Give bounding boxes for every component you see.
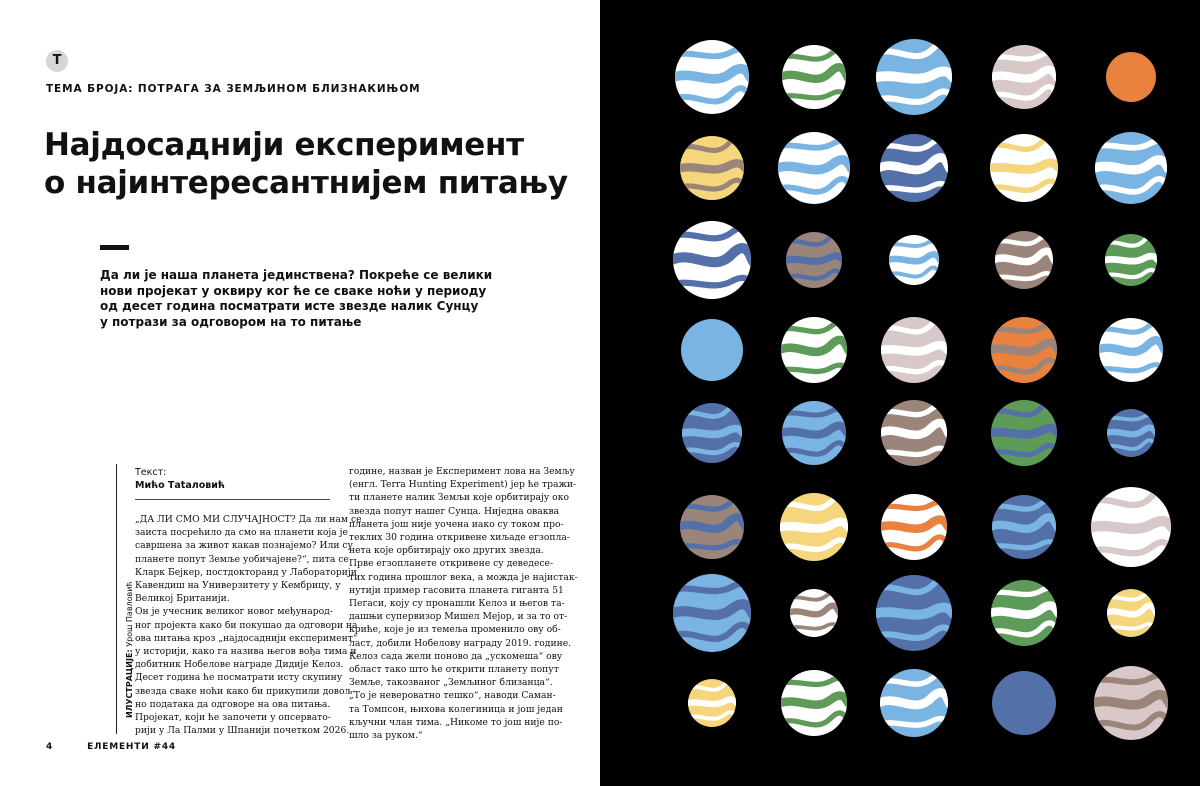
lede-line: од десет година посматрати исте звезде налик Сунцу xyxy=(100,299,479,313)
illustration-credit-label: ИЛУСТРАЦИЈЕ: xyxy=(125,649,134,718)
body-line: Келоз сада жели поново да „ускомеша“ ову xyxy=(349,650,563,662)
illustration-credit-name: Урош Павловић xyxy=(125,581,134,647)
body-line: у историји, како га назива његов вођа тима и xyxy=(135,646,357,658)
planet xyxy=(988,495,1060,559)
right-page-illustration xyxy=(600,0,1200,786)
planet xyxy=(778,401,850,465)
body-line: ти планете налик Земљи које орбитирају око xyxy=(349,492,569,504)
planets-illustration xyxy=(600,0,1200,786)
lede-line: нови пројекат у оквиру ког ће се сваке ноћи у периоду xyxy=(100,283,487,298)
body-line: звезда попут нашег Сунца. Ниједна оваква xyxy=(349,505,560,517)
lede-rule xyxy=(100,245,129,250)
folio xyxy=(46,742,176,752)
headline xyxy=(44,126,568,202)
body-line: криће, које је из темеља променило ову об- xyxy=(349,624,561,636)
headline-line: о најинтересантнијем питању xyxy=(44,165,568,201)
body-line: нета које орбитирају око других звезда. xyxy=(349,545,544,557)
planet xyxy=(877,400,951,466)
planet xyxy=(777,670,851,736)
body-line: рији у Ла Палми у Шпанији почетком 2026. xyxy=(135,725,350,737)
planet xyxy=(1101,234,1161,286)
body-line: ласт, добили Нобелову награду 2019. године. xyxy=(349,637,572,649)
body-line: године, назван је Експеримент лова на Земљу xyxy=(349,466,575,477)
planet xyxy=(1106,52,1156,102)
planet xyxy=(987,400,1061,466)
body-line: Великој Британији. xyxy=(135,593,230,605)
body-line: Десет година ће посматрати исту скупину xyxy=(135,672,343,684)
body-line: нутији пример гасовита планета гиганта 51 xyxy=(349,584,564,596)
body-line: (енгл. Terra Hunting Experiment) јер ће тражи- xyxy=(349,479,577,491)
body-line: теклих 30 година откривене хиљаде егзопла- xyxy=(349,532,570,544)
author-label: Текст: xyxy=(135,467,167,478)
body-line: Прве егзопланете откривене су деведесе- xyxy=(349,558,554,570)
column-divider xyxy=(116,464,117,734)
planet xyxy=(1090,666,1172,740)
author-name: Мићо Тataловић xyxy=(135,480,225,491)
planet xyxy=(987,317,1061,383)
planet xyxy=(876,669,952,737)
body-line: Земље, такозваног „Земљиног близанца“. xyxy=(349,677,553,689)
planet xyxy=(678,403,746,463)
body-line: звезда сваке ноћи како би прикупили довољ- xyxy=(135,685,356,697)
headline-line: Најдосаднији експеримент xyxy=(44,127,524,163)
illustration-credit xyxy=(125,581,134,718)
body-line: област тако што ће открити планету попут xyxy=(349,664,559,676)
planet xyxy=(872,39,956,115)
body-line: добитник Нобелове награде Дидије Келоз. xyxy=(135,659,344,671)
planet xyxy=(671,40,753,114)
planet xyxy=(782,232,846,288)
body-line: кључни члан тима. „Никоме то још није по- xyxy=(349,716,563,728)
body-line: Кларк Бејкер, постдокторанд у Лабораторији xyxy=(135,566,357,578)
planet xyxy=(676,495,748,559)
body-column-1 xyxy=(135,513,362,737)
body-line: Пројекат, који ће започети у опсервато- xyxy=(135,712,331,724)
planet xyxy=(986,134,1062,202)
body-line: Кавендиш на Универзитету у Кембрицу, у xyxy=(135,580,341,592)
planet xyxy=(669,574,755,652)
planet xyxy=(1091,132,1171,204)
body-line: тих година прошлог века, а можда је најистак- xyxy=(349,571,578,583)
body-line: Он је учесник великог новог међународ- xyxy=(135,606,333,618)
body-line: но података да одговоре на ова питања. xyxy=(135,698,331,710)
body-line: „ДА ЛИ СМО МИ СЛУЧАЈНОСТ? Да ли нам се xyxy=(135,514,362,525)
author-rule xyxy=(135,499,330,500)
lede xyxy=(100,268,493,330)
body-line: та Томпсон, њихова колегиница и још један xyxy=(349,703,563,715)
body-line: шло за руком.“ xyxy=(349,730,423,742)
page-number: 4 xyxy=(46,742,54,752)
planet xyxy=(872,575,956,651)
planet xyxy=(876,134,952,202)
section-kicker: ТЕМА БРОЈА: ПОТРАГА ЗА ЗЕМЉИНОМ БЛИЗНАКИЊОМ xyxy=(46,83,421,95)
planet xyxy=(992,671,1056,735)
planet xyxy=(786,589,842,637)
body-line: „То је невероватно тешко“, наводи Саман- xyxy=(349,690,556,702)
body-line: ног пројекта како би покушао да одговори на xyxy=(135,619,358,631)
planet xyxy=(777,317,851,383)
planet xyxy=(1103,589,1159,637)
planet xyxy=(681,319,743,381)
body-line: заиста посрећило да смо на планети која је xyxy=(135,527,348,539)
planet xyxy=(1087,487,1175,567)
planet xyxy=(877,494,951,560)
planet xyxy=(988,45,1060,109)
planet xyxy=(684,679,740,727)
lede-line: Да ли је наша планета јединствена? Покреће се велики xyxy=(100,268,493,282)
planet xyxy=(776,493,852,561)
planet xyxy=(774,132,854,204)
body-line: планете попут Земље уобичајене?“, пита се xyxy=(135,553,349,565)
planet xyxy=(778,45,850,109)
planet xyxy=(991,231,1057,289)
planet xyxy=(669,221,755,299)
body-line: ова питања кроз „најдосаднији експеримент“ xyxy=(135,632,358,644)
planet xyxy=(877,317,951,383)
magazine-name: ЕЛЕМЕНТИ #44 xyxy=(87,742,176,752)
section-badge: Т xyxy=(46,50,68,72)
planet xyxy=(676,136,748,200)
planet xyxy=(885,235,943,285)
planet xyxy=(987,580,1061,646)
body-column-2 xyxy=(349,465,578,742)
body-line: дашњи супервизор Мишел Мејор, и за то от- xyxy=(349,611,568,623)
body-line: савршена за живот какав познајемо? Или су xyxy=(135,540,353,552)
lede-line: у потрази за одговором на то питање xyxy=(100,314,362,329)
body-line: Пегаси, коју су пронашли Келоз и његов та- xyxy=(349,598,565,610)
planet xyxy=(1095,318,1167,382)
planet xyxy=(1103,409,1159,457)
body-line: планета још није уочена иако су током про- xyxy=(349,518,564,530)
